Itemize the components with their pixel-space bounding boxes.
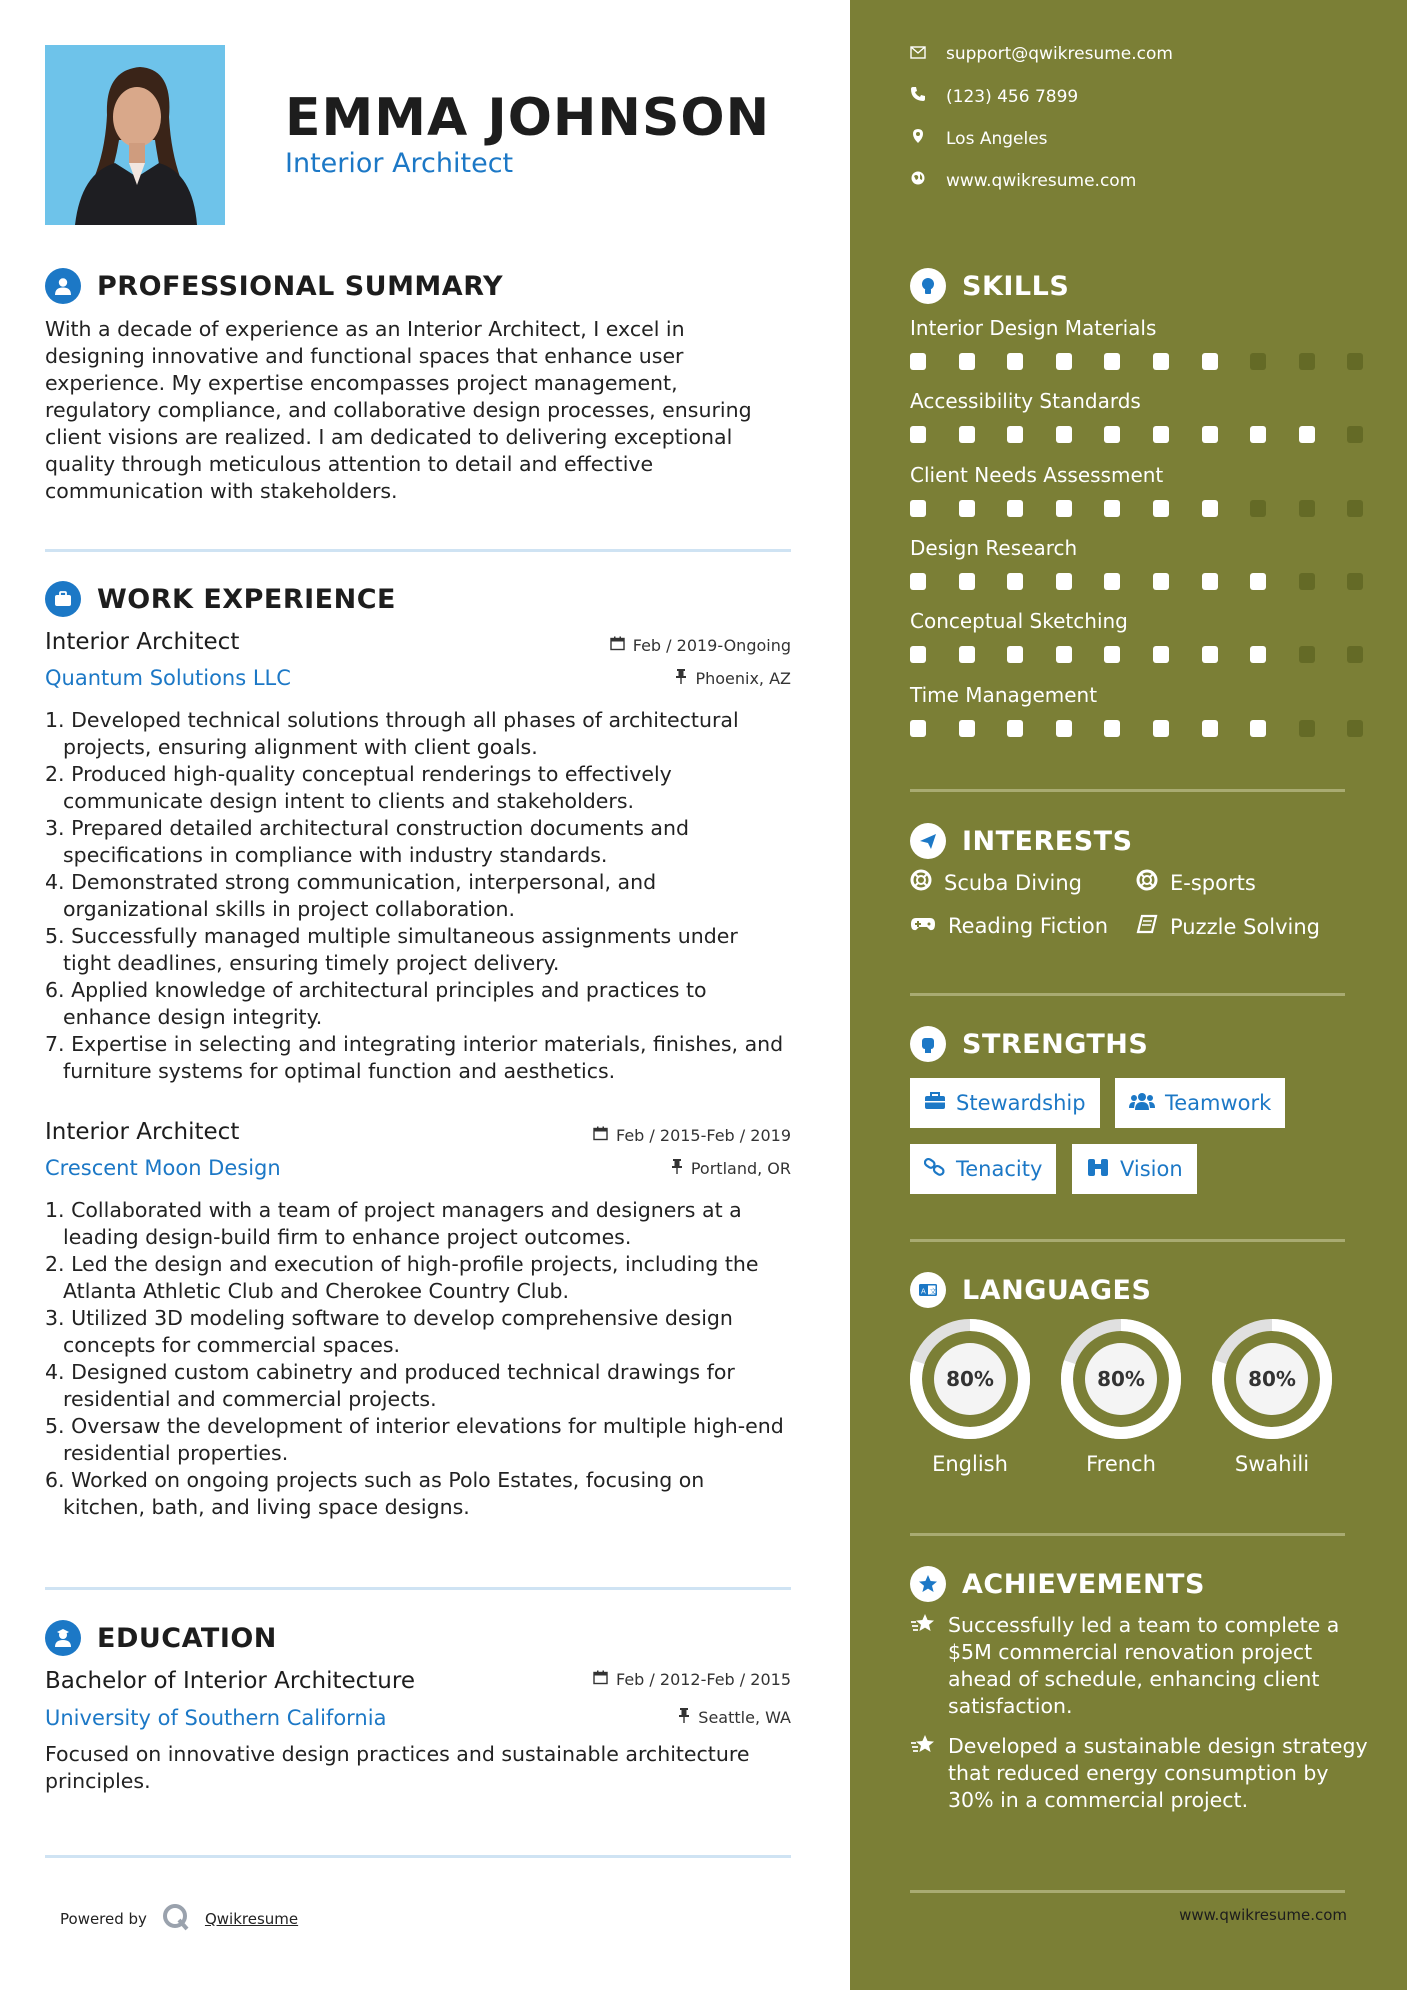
language-item	[1060, 1318, 1182, 1476]
calendar-icon	[593, 1126, 608, 1145]
pin-icon	[671, 1159, 683, 1178]
education-location-text: Seattle, WA	[698, 1708, 791, 1727]
rating-dot-filled	[1250, 573, 1266, 590]
rating-dot-filled	[1153, 426, 1169, 443]
strength-label: Vision	[1120, 1157, 1183, 1181]
list-item: 7. Expertise in selecting and integrating interior materials, finishes, and furniture systems for optimal function and aesthetics.	[45, 1032, 784, 1083]
rating-dot-filled	[1153, 646, 1169, 663]
book-icon	[1136, 914, 1158, 939]
rating-dot-empty	[1299, 720, 1315, 737]
achievements-heading	[910, 1566, 1205, 1602]
skill-rating	[910, 720, 1396, 737]
rating-dot-filled	[1056, 646, 1072, 663]
list-item: 2. Produced high-quality conceptual renderings to effectively communicate design intent to clients and stakeholders.	[45, 762, 672, 813]
job-location-text: Phoenix, AZ	[695, 669, 791, 688]
education-dates	[593, 1670, 791, 1689]
rating-dot-empty	[1347, 646, 1363, 663]
interest-item	[1136, 869, 1256, 896]
skill-rating	[910, 500, 1396, 517]
language-ring	[1211, 1318, 1333, 1440]
rating-dot-filled	[1153, 353, 1169, 370]
experience-title: WORK EXPERIENCE	[97, 583, 396, 615]
list-item: 4. Demonstrated strong communication, interpersonal, and organizational skills in project collaboration.	[45, 870, 657, 921]
phone-icon	[910, 86, 926, 107]
gamepad-icon	[910, 914, 936, 938]
strength-label: Tenacity	[956, 1157, 1043, 1181]
achievement-text: Developed a sustainable design strategy that reduced energy consumption by 30% in a commercial project.	[948, 1734, 1368, 1812]
rating-dot-filled	[910, 426, 926, 443]
job-dates	[610, 636, 791, 655]
powered-label: Powered by	[60, 1910, 147, 1928]
life-ring-icon	[910, 869, 932, 896]
rating-dot-filled	[1104, 353, 1120, 370]
rating-dot-empty	[1347, 426, 1363, 443]
rating-dot-empty	[1299, 500, 1315, 517]
envelope-icon	[910, 44, 926, 64]
rating-dot-empty	[1347, 353, 1363, 370]
achievements-title: ACHIEVEMENTS	[962, 1568, 1205, 1600]
rating-dot-filled	[1056, 500, 1072, 517]
rating-dot-empty	[1250, 353, 1266, 370]
rating-dot-filled	[1153, 720, 1169, 737]
rating-dot-filled	[1056, 426, 1072, 443]
link-icon	[924, 1157, 946, 1182]
achievement-item	[910, 1733, 1370, 1814]
skill-name: Accessibility Standards	[910, 389, 1141, 413]
skill-name: Design Research	[910, 536, 1078, 560]
rating-dot-filled	[910, 353, 926, 370]
list-item: 3. Prepared detailed architectural construction documents and specifications in compliance with industry standards.	[45, 816, 689, 867]
svg-text:A: A	[921, 1287, 926, 1296]
rating-dot-filled	[1299, 426, 1315, 443]
rating-dot-filled	[959, 720, 975, 737]
contact-email	[910, 44, 1173, 64]
summary-title: PROFESSIONAL SUMMARY	[97, 270, 504, 302]
skills-title: SKILLS	[962, 270, 1070, 302]
rating-dot-filled	[1007, 353, 1023, 370]
education-heading	[45, 1620, 277, 1656]
strengths-heading	[910, 1026, 1148, 1062]
map-pin-icon	[910, 128, 926, 149]
rating-dot-empty	[1347, 720, 1363, 737]
education-title: EDUCATION	[97, 1622, 277, 1654]
rating-dot-empty	[1347, 500, 1363, 517]
interest-label: Puzzle Solving	[1170, 914, 1320, 939]
fist-icon	[910, 1026, 946, 1062]
rating-dot-filled	[910, 720, 926, 737]
divider	[910, 1890, 1345, 1893]
list-item: 6. Worked on ongoing projects such as Polo Estates, focusing on kitchen, bath, and living space designs.	[45, 1468, 705, 1519]
star-badge-icon	[910, 1566, 946, 1602]
powered-by	[60, 1902, 298, 1936]
star-icon	[910, 1733, 936, 1814]
rating-dot-filled	[1202, 646, 1218, 663]
skill-rating	[910, 646, 1396, 663]
rating-dot-filled	[910, 646, 926, 663]
language-name: English	[932, 1452, 1008, 1476]
phone-text: (123) 456 7899	[946, 86, 1079, 107]
rating-dot-filled	[959, 500, 975, 517]
list-item: 1. Collaborated with a team of project managers and designers at a leading design-build firm to enhance project outcomes.	[45, 1198, 742, 1249]
rating-dot-filled	[1104, 426, 1120, 443]
contact-location	[910, 128, 1048, 149]
rating-dot-filled	[1007, 500, 1023, 517]
rating-dot-filled	[1007, 646, 1023, 663]
job-duties	[45, 707, 790, 1085]
job-location-text: Portland, OR	[690, 1159, 791, 1178]
language-name: Swahili	[1234, 1452, 1310, 1476]
skills-heading	[910, 268, 1069, 304]
rating-dot-filled	[1007, 426, 1023, 443]
skill-rating	[910, 573, 1396, 590]
interests-title: INTERESTS	[962, 825, 1133, 857]
list-item: 4. Designed custom cabinetry and produced technical drawings for residential and commercial projects.	[45, 1360, 735, 1411]
language-name: French	[1086, 1452, 1156, 1476]
strength-label: Stewardship	[956, 1091, 1086, 1115]
divider	[45, 1855, 791, 1858]
job-role: Interior Architect	[45, 629, 240, 655]
strength-chip	[1115, 1078, 1285, 1128]
skill-rating	[910, 353, 1396, 370]
education-location	[678, 1708, 791, 1727]
list-item: 5. Oversaw the development of interior elevations for multiple high-end residential properties.	[45, 1414, 784, 1465]
divider	[910, 789, 1345, 792]
summary-text: With a decade of experience as an Interior Architect, I excel in designing innovative and functional spaces that enhance user experience. My expertise encompasses project management, regulatory compliance, and collaborative design processes, ensuring client visions are realized. I am dedicated to delivering exceptional quality through meticulous attention to detail and effective communication with stakeholders.	[45, 317, 752, 503]
rating-dot-filled	[1104, 720, 1120, 737]
rating-dot-filled	[1056, 720, 1072, 737]
rating-dot-empty	[1299, 573, 1315, 590]
list-item: 6. Applied knowledge of architectural principles and practices to enhance design integrity.	[45, 978, 707, 1029]
skill-name: Time Management	[910, 683, 1098, 707]
strengths-title: STRENGTHS	[962, 1028, 1149, 1060]
rating-dot-filled	[1202, 720, 1218, 737]
job-company: Quantum Solutions LLC	[45, 666, 291, 690]
interests-heading	[910, 823, 1133, 859]
interest-item	[910, 914, 1108, 938]
language-percent: 80%	[1248, 1367, 1296, 1391]
language-item	[1211, 1318, 1333, 1476]
lightbulb-icon	[910, 268, 946, 304]
language-percent: 80%	[946, 1367, 994, 1391]
qwikresume-logo-icon	[161, 1902, 191, 1936]
skill-rating	[910, 426, 1396, 443]
globe-icon	[910, 170, 926, 191]
rating-dot-filled	[1202, 426, 1218, 443]
language-ring	[1060, 1318, 1182, 1440]
rating-dot-filled	[1153, 500, 1169, 517]
rating-dot-filled	[910, 573, 926, 590]
job-company: Crescent Moon Design	[45, 1156, 281, 1180]
calendar-icon	[593, 1670, 608, 1689]
profile-photo	[45, 45, 225, 225]
rating-dot-filled	[1153, 573, 1169, 590]
achievement-item	[910, 1612, 1370, 1720]
rating-dot-filled	[1007, 720, 1023, 737]
rating-dot-filled	[1104, 573, 1120, 590]
job-duties	[45, 1197, 790, 1521]
job-location	[675, 669, 791, 688]
paper-plane-icon	[910, 823, 946, 859]
rating-dot-filled	[1056, 573, 1072, 590]
strength-chip	[910, 1144, 1056, 1194]
interest-label: Scuba Diving	[944, 870, 1082, 895]
skill-name: Conceptual Sketching	[910, 609, 1128, 633]
calendar-icon	[610, 636, 625, 655]
rating-dot-filled	[1056, 353, 1072, 370]
rating-dot-filled	[1202, 500, 1218, 517]
rating-dot-empty	[1299, 353, 1315, 370]
website-text[interactable]: www.qwikresume.com	[946, 170, 1137, 191]
strength-chip	[910, 1078, 1100, 1128]
footer-site[interactable]: www.qwikresume.com	[1179, 1906, 1347, 1924]
users-icon	[1129, 1091, 1155, 1115]
job-dates-text: Feb / 2019-Ongoing	[632, 636, 791, 655]
language-icon	[910, 1272, 946, 1308]
interest-label: E-sports	[1170, 870, 1256, 895]
graduation-icon	[45, 1620, 81, 1656]
location-text: Los Angeles	[946, 128, 1048, 149]
language-item	[909, 1318, 1031, 1476]
rating-dot-filled	[1104, 500, 1120, 517]
rating-dot-filled	[959, 646, 975, 663]
skill-name: Client Needs Assessment	[910, 463, 1164, 487]
education-dates-text: Feb / 2012-Feb / 2015	[616, 1670, 791, 1689]
achievement-text: Successfully led a team to complete a $5M commercial renovation project ahead of schedule, enhancing client satisfaction.	[948, 1613, 1340, 1718]
rating-dot-empty	[1250, 500, 1266, 517]
rating-dot-filled	[959, 353, 975, 370]
list-item: 3. Utilized 3D modeling software to develop comprehensive design concepts for commercial spaces.	[45, 1306, 733, 1357]
strength-label: Teamwork	[1165, 1091, 1272, 1115]
school: University of Southern California	[45, 1706, 387, 1730]
language-percent: 80%	[1097, 1367, 1145, 1391]
summary-heading	[45, 268, 503, 304]
rating-dot-filled	[1007, 573, 1023, 590]
job-dates	[593, 1126, 791, 1145]
skill-name: Interior Design Materials	[910, 316, 1157, 340]
rating-dot-filled	[910, 500, 926, 517]
language-ring	[909, 1318, 1031, 1440]
languages-heading	[910, 1272, 1151, 1308]
rating-dot-filled	[959, 426, 975, 443]
sidebar	[850, 0, 1407, 1990]
interest-label: Reading Fiction	[948, 914, 1109, 938]
education-text: Focused on innovative design practices and sustainable architecture principles.	[45, 1742, 750, 1793]
job-dates-text: Feb / 2015-Feb / 2019	[616, 1126, 791, 1145]
star-icon	[910, 1612, 936, 1720]
degree: Bachelor of Interior Architecture	[45, 1668, 415, 1694]
interest-item	[910, 869, 1082, 896]
pin-icon	[675, 669, 687, 688]
interest-item	[1136, 914, 1320, 939]
user-icon	[45, 268, 81, 304]
rating-dot-filled	[1250, 720, 1266, 737]
divider	[45, 549, 791, 552]
list-item: 1. Developed technical solutions through all phases of architectural projects, ensuring alignment with client goals.	[45, 708, 739, 759]
divider	[910, 993, 1345, 996]
life-ring-icon	[1136, 869, 1158, 896]
binoculars-icon	[1086, 1157, 1110, 1182]
rating-dot-filled	[1250, 426, 1266, 443]
email-text[interactable]: support@qwikresume.com	[946, 44, 1173, 64]
rating-dot-filled	[1104, 646, 1120, 663]
briefcase-icon	[924, 1091, 946, 1115]
rating-dot-filled	[1250, 646, 1266, 663]
strength-chip	[1072, 1144, 1197, 1194]
rating-dot-empty	[1299, 646, 1315, 663]
pin-icon	[678, 1708, 690, 1727]
list-item: 5. Successfully managed multiple simultaneous assignments under tight deadlines, ensuring timely project delivery.	[45, 924, 738, 975]
contact-website	[910, 170, 1136, 191]
rating-dot-filled	[1202, 573, 1218, 590]
languages-title: LANGUAGES	[962, 1274, 1152, 1306]
list-item: 2. Led the design and execution of high-profile projects, including the Atlanta Athletic Club and Cherokee Country Club.	[45, 1252, 759, 1303]
candidate-name: EMMA JOHNSON	[285, 88, 771, 148]
divider	[910, 1239, 1345, 1242]
job-location	[671, 1159, 791, 1178]
divider	[910, 1533, 1345, 1536]
contact-phone	[910, 86, 1078, 107]
rating-dot-filled	[1202, 353, 1218, 370]
experience-heading	[45, 581, 396, 617]
rating-dot-filled	[959, 573, 975, 590]
job-role: Interior Architect	[45, 1119, 240, 1145]
candidate-title: Interior Architect	[285, 148, 514, 179]
divider	[45, 1587, 791, 1590]
brand-link[interactable]: Qwikresume	[204, 1910, 299, 1928]
briefcase-icon	[45, 581, 81, 617]
svg-text:文: 文	[929, 1287, 937, 1296]
rating-dot-empty	[1347, 573, 1363, 590]
